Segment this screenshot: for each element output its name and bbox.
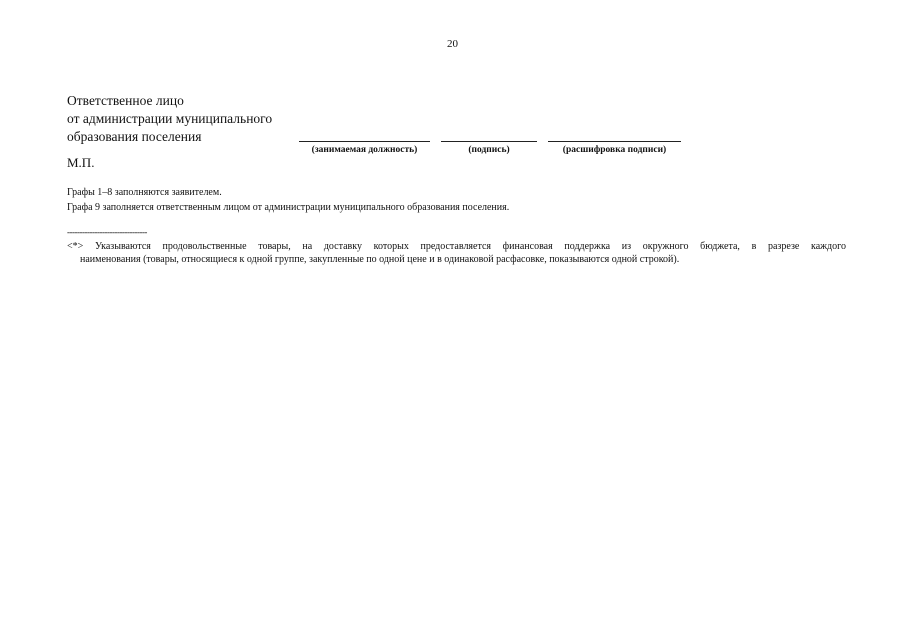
signature-decode-line <box>548 141 681 142</box>
signature-line <box>441 141 537 142</box>
page-number: 20 <box>447 38 458 50</box>
footnote <box>67 240 846 266</box>
signature-decode-caption: (расшифровка подписи) <box>562 145 667 155</box>
signature-caption: (подпись) <box>468 145 510 155</box>
responsible-person-line-1: Ответственное лицо <box>67 93 184 108</box>
footnote-line-2: наименования (товары, относящиеся к одной группе, закупленные по одной цене и в одинаковой расфасовке, показываются одной строкой). <box>80 254 680 265</box>
position-signature-line <box>299 141 430 142</box>
note-line-2: Графа 9 заполняется ответственным лицом от администрации муниципального образования поселения. <box>67 202 510 213</box>
stamp-label: М.П. <box>67 155 95 170</box>
position-caption: (занимаемая должность) <box>311 145 418 155</box>
note-line-1: Графы 1–8 заполняются заявителем. <box>67 187 222 198</box>
responsible-person-line-3: образования поселения <box>67 129 202 144</box>
footnote-separator: -------------------------------- <box>67 227 147 237</box>
responsible-person-line-2: от администрации муниципального <box>67 111 273 126</box>
footnote-line-1: <*> Указываются продовольственные товары, на доставку которых предоставляется финансовая поддержка из окружного бюджета, в разрезе каждого <box>67 241 846 252</box>
